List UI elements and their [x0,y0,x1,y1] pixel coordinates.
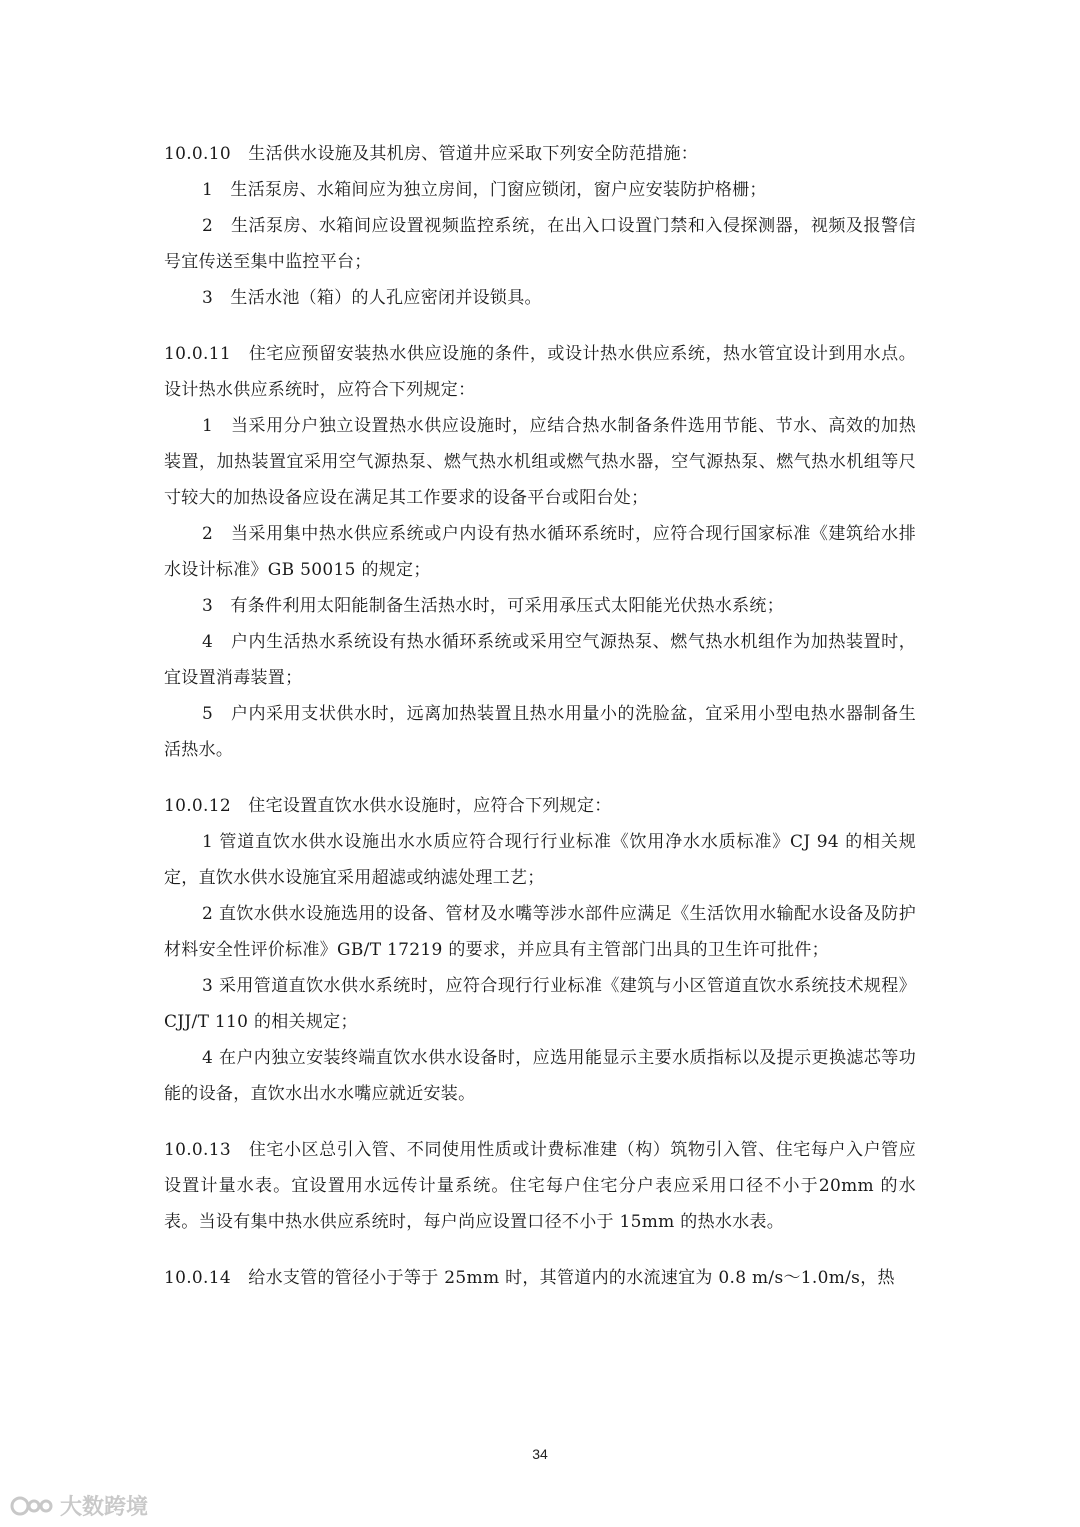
clause-item: 1 管道直饮水供水设施出水水质应符合现行行业标准《饮用净水水质标准》CJ 94 的相关规定，直饮水供水设施宜采用超滤或纳滤处理工艺； [164,832,916,888]
clause-item: 3 采用管道直饮水供水系统时，应符合现行行业标准《建筑与小区管道直饮水系统技术规程》CJJ/T 110 的相关规定； [164,976,916,1032]
clause-heading: 10.0.13 住宅小区总引入管、不同使用性质或计费标准建（构）筑物引入管、住宅每户入户管应设置计量水表。宜设置用水远传计量系统。住宅每户住宅分户表应采用口径不小于20mm 的水表。当设有集中热水供应系统时，每户尚应设置口径不小于 15mm 的热水水表。 [164,1140,916,1232]
clause-item: 2 生活泵房、水箱间应设置视频监控系统，在出入口设置门禁和入侵探测器，视频及报警信号宜传送至集中监控平台； [164,216,916,272]
clause-10-0-14 [164,1260,916,1296]
clause-item: 4 户内生活热水系统设有热水循环系统或采用空气源热泵、燃气热水机组作为加热装置时，宜设置消毒装置； [164,632,916,688]
clause-10-0-13 [164,1132,916,1240]
clause-item: 5 户内采用支状供水时，远离加热装置且热水用量小的洗脸盆，宜采用小型电热水器制备生活热水。 [164,704,916,760]
clause-item: 1 当采用分户独立设置热水供应设施时，应结合热水制备条件选用节能、节水、高效的加热装置，加热装置宜采用空气源热泵、燃气热水机组或燃气热水器，空气源热泵、燃气热水机组等尺寸较大的加热设备应设在满足其工作要求的设备平台或阳台处； [164,416,916,508]
clause-item: 2 直饮水供水设施选用的设备、管材及水嘴等涉水部件应满足《生活饮用水输配水设备及防护材料安全性评价标准》GB/T 17219 的要求，并应具有主管部门出具的卫生许可批件； [164,904,916,960]
logo-icon [10,1493,54,1519]
clause-heading: 10.0.10 生活供水设施及其机房、管道井应采取下列安全防范措施： [164,144,699,164]
watermark [10,1490,148,1521]
document-body [164,136,916,1316]
clause-item: 1 生活泵房、水箱间应为独立房间，门窗应锁闭，窗户应安装防护格栅； [202,180,767,200]
clause-heading: 10.0.12 住宅设置直饮水供水设施时，应符合下列规定： [164,796,612,816]
clause-item: 2 当采用集中热水供应系统或户内设有热水循环系统时，应符合现行国家标准《建筑给水排水设计标准》GB 50015 的规定； [164,524,916,580]
clause-item: 4 在户内独立安装终端直饮水供水设备时，应选用能显示主要水质指标以及提示更换滤芯等功能的设备，直饮水出水水嘴应就近安装。 [164,1048,916,1104]
clause-heading: 10.0.11 住宅应预留安装热水供应设施的条件，或设计热水供应系统，热水管宜设计到用水点。设计热水供应系统时，应符合下列规定： [164,344,916,400]
clause-item: 3 生活水池（箱）的人孔应密闭并设锁具。 [202,288,542,308]
watermark-text: 大数跨境 [60,1495,149,1520]
clause-10-0-11 [164,336,916,768]
clause-item: 3 有条件利用太阳能制备生活热水时，可采用承压式太阳能光伏热水系统； [202,596,785,616]
clause-10-0-12 [164,788,916,1112]
page-number: 34 [532,1446,548,1462]
clause-heading: 10.0.14 给水支管的管径小于等于 25mm 时，其管道内的水流速宜为 0.8 m/s～1.0m/s，热 [164,1268,895,1288]
clause-10-0-10 [164,136,916,316]
